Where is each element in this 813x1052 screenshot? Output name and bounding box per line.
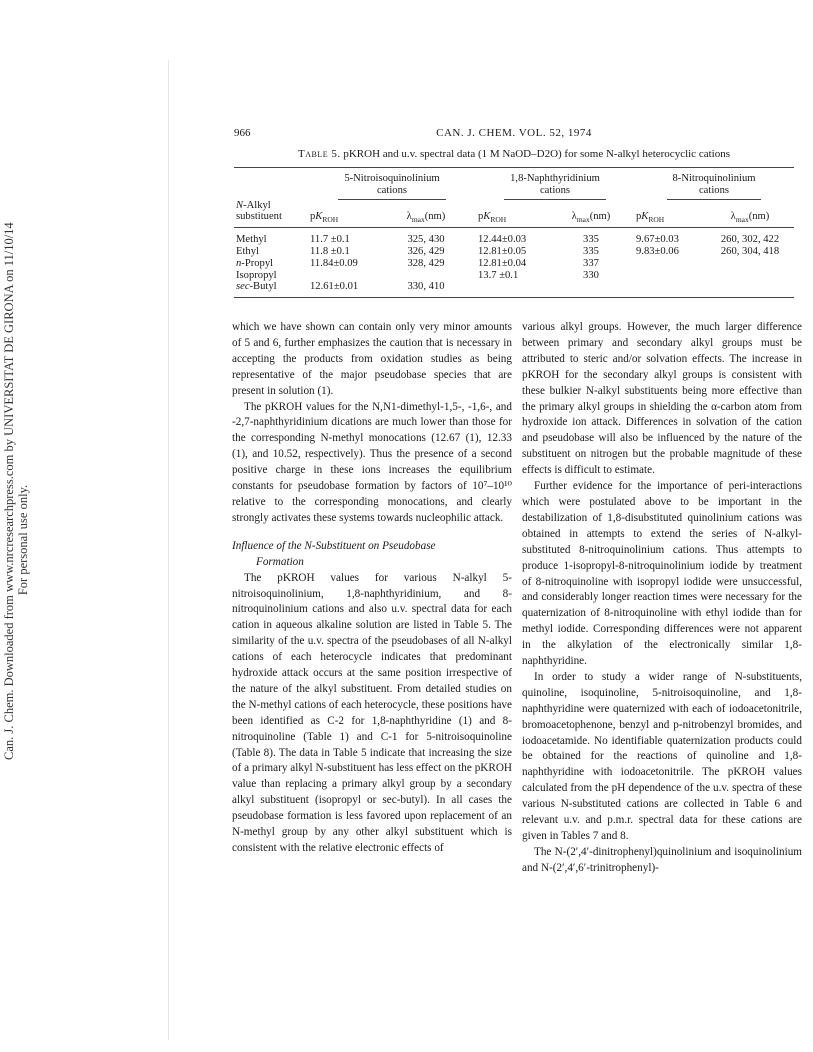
col-lambda-header: $\lambda_{max}(nm)$	[548, 211, 634, 227]
paragraph: In order to study a wider range of N-substituents, quinoline, isoquinoline, 5-nitroisoquinoline, and 1,8-naphthyridine were quaternized with each of iodoacetonitrile, bromoacetophenone, benzyl and p-nitrobenzyl bromides, and iodoacetamide. No identifiable quaternization products could be obtained for the reactions of quinoline and 1,8-naphthyridine with iodoacetonitrile. The pKROH values calculated from the pH dependence of the u.v. spectra of these various N-substituted cations are collected in Table 6 and relevant u.v. and p.m.r. spectral data for these cations are given in Tables 7 and 8.	[522, 670, 802, 842]
group-header-1: 5-Nitroisoquinolinium cations	[308, 168, 476, 200]
table-row: n-Propyl 11.84±0.09 328, 429 12.81±0.04 337	[236, 257, 599, 269]
table-row: Methyl 11.7 ±0.1 325, 430 12.44±0.03 335 9.67±0.03 260, 302, 422	[236, 234, 780, 246]
stub-header-2: substituent	[234, 211, 308, 227]
paragraph: various alkyl groups. However, the much larger difference between primary and secondary alkyl groups must be attributed to steric and/or solvation effects. The increase in pKROH for the secondary alkyl groups is consistent with these bulkier N-alkyl substituents being more effective than the primary alkyl groups in shielding the α-carbon atom from hydroxide ion attack. Differences in solvation of the cation and pseudobase will also be influenced by the nature of the substituent on nitrogen but the probable magnitude of these effects is difficult to estimate.	[522, 321, 802, 477]
watermark-line-2: For personal use only.	[16, 484, 30, 596]
group-header-2: 1,8-Naphthyridinium cations	[476, 168, 634, 200]
table-row: Isopropyl 13.7 ±0.1 330	[236, 269, 599, 281]
watermark-line-1: Can. J. Chem. Downloaded from www.nrcresearchpress.com by UNIVERSITAT DE GIRONA on 11/10/14	[2, 222, 16, 760]
table-label: Table 5.	[298, 148, 341, 160]
col-pk-header: $pK_{ROH}$	[308, 211, 376, 227]
stub-header-1: N-Alkyl	[236, 199, 271, 211]
paragraph: The N-(2′,4′-dinitrophenyl)quinolinium and isoquinolinium and N-(2′,4′,6′-trinitrophenyl)-	[522, 845, 802, 874]
journal-header: CAN. J. CHEM. VOL. 52, 1974	[436, 127, 592, 139]
paragraph: The pKROH values for various N-alkyl 5-nitroisoquinolinium, 1,8-naphthyridinium, and 8-nitroquinolinium cations and also u.v. spectral data for each cation in aqueous alkaline solution are listed in Table 5. The similarity of the u.v. spectra of the pseudobases of all N-alkyl cations of each heterocycle indicates that predominant hydroxide attack occurs at the same position irrespective of the nature of the alkyl substituent. From detailed studies on the N-methyl cations of each heterocycle, these positions have been identified as C-2 for 1,8-naphthyridine (1) and 8-nitroquinoline (Table 1) and C-1 for 5-nitroisoquinoline (Table 8). The data in Table 5 indicate that increasing the size of a primary alkyl N-substituent has less effect on the pKROH value than replacing a primary alkyl group by a secondary alkyl substituent (isopropyl or sec-butyl). In all cases the pseudobase formation is less favored upon replacement of an N-methyl group by any other alkyl substituent which is consistent with the relative electronic effects of	[232, 571, 512, 854]
paragraph: The pKROH values for the N,N1-dimethyl-1,5-, -1,6-, and -2,7-naphthyridinium dications are much lower than those for the corresponding N-methyl monocations (12.67 (1), 12.33 (1), and 10.52, respectively). Thus the presence of a second positive charge in these ions increases the equilibrium constants for pseudobase formation by factors of 10⁷–10¹⁰ relative to the corresponding monocations, and clearly strongly activates these systems towards nucleophilic attack.	[232, 400, 512, 524]
table-caption-text: pKROH and u.v. spectral data (1 M NaOD–D2O) for some N-alkyl heterocyclic cations	[343, 148, 730, 160]
col-lambda-header: $\lambda_{max}(nm)$	[706, 211, 794, 227]
col-pk-header: $pK_{ROH}$	[476, 211, 548, 227]
paragraph: Further evidence for the importance of peri-interactions which were postulated above to be important in the destabilization of 1,8-disubstituted quinolinium cations was obtained in attempts to extend the series of N-alkyl-substituted 8-nitroquinolinium cations. Thus attempts to produce 1-isopropyl-8-nitroquinolinium iodide by treatment of 8-nitroquinoline with isopropyl iodide were unsuccessful, and considerably longer reaction times were necessary for the quaternization of 8-nitroquinoline with ethyl iodide than for methyl iodide. Corresponding differences were not apparent in the alkylation of the electronically similar 1,8-naphthyridine.	[522, 480, 802, 668]
right-column	[522, 320, 802, 877]
download-watermark	[0, 222, 44, 760]
data-table	[234, 167, 794, 298]
left-column	[232, 320, 512, 857]
running-header	[234, 127, 794, 143]
table-caption	[234, 148, 794, 160]
col-lambda-header: $\lambda_{max}(nm)$	[376, 211, 476, 227]
table-row: Ethyl 11.8 ±0.1 326, 429 12.81±0.05 335 9.83±0.06 260, 304, 418	[236, 245, 780, 257]
page-number: 966	[234, 127, 251, 139]
section-heading: Influence of the N-Substituent on Pseudobase Formation	[232, 539, 436, 568]
group-header-3: 8-Nitroquinolinium cations	[634, 168, 794, 200]
table-row: sec-Butyl 12.61±0.01 330, 410	[234, 281, 794, 297]
margin-line	[168, 60, 169, 1040]
paragraph: which we have shown can contain only very minor amounts of 5 and 6, further emphasizes the caution that is necessary in accepting the products from oxidation studies as being representative of the major pseudobase species that are present in solution (1).	[232, 321, 512, 397]
col-pk-header: $pK_{ROH}$	[634, 211, 706, 227]
